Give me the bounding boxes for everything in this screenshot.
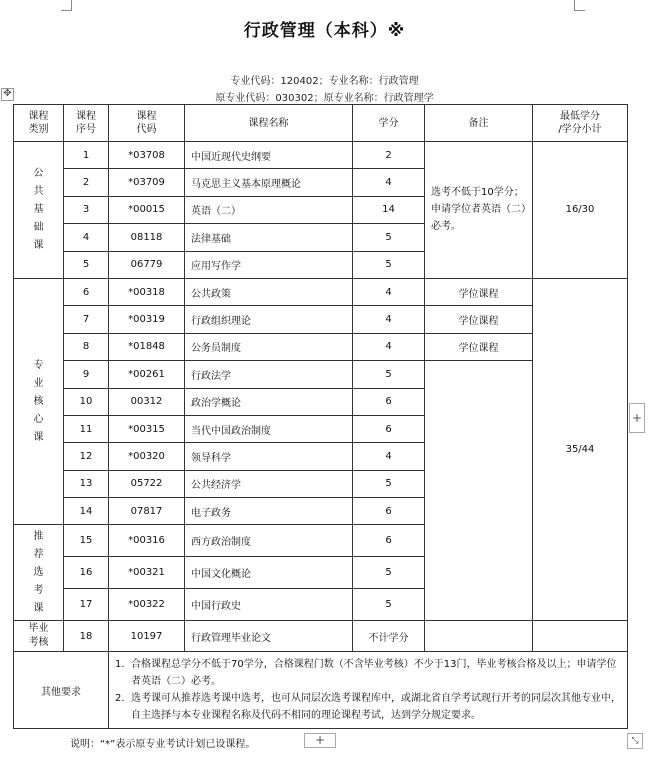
course-code: *00318: [109, 278, 185, 305]
course-code: *03709: [109, 169, 185, 196]
course-seq: 15: [64, 525, 109, 557]
course-credits: 6: [353, 388, 425, 415]
min-credits-core: 35/44: [533, 278, 628, 621]
course-seq: 1: [64, 142, 109, 169]
header-code: 课程 代码: [109, 105, 185, 142]
course-name: 公共经济学: [185, 470, 353, 497]
course-name: 行政组织理论: [185, 306, 353, 333]
course-code: *00015: [109, 196, 185, 223]
course-seq: 11: [64, 415, 109, 442]
requirement-item: 2. 选考课可从推荐选考课中选考，也可从同层次选考课程库中，或湖北省自学考试现行开考的同层次其他专业中，自主选择与本专业课程名称及代码不相同的理论课程考试，达到学分规定要求。: [115, 693, 621, 722]
course-name: 政治学概论: [185, 388, 353, 415]
document-title: 行政管理（本科）※: [243, 21, 406, 41]
course-code: *00319: [109, 306, 185, 333]
course-name: 电子政务: [185, 498, 353, 525]
course-code: *03708: [109, 142, 185, 169]
course-credits: 5: [353, 557, 425, 589]
course-code: 08118: [109, 224, 185, 251]
course-note-empty: [425, 361, 533, 621]
course-seq: 3: [64, 196, 109, 223]
add-column-button[interactable]: +: [629, 403, 645, 433]
thesis-note-empty: [425, 621, 533, 652]
course-code: *00261: [109, 361, 185, 388]
category-recommended: 推 荐 选 考 课: [14, 525, 64, 621]
course-name: 领导科学: [185, 443, 353, 470]
course-seq: 5: [64, 251, 109, 278]
course-seq: 9: [64, 361, 109, 388]
category-public-basic: 公 共 基 础 课: [14, 142, 64, 279]
course-name: 中国文化概论: [185, 557, 353, 589]
course-credits: 5: [353, 589, 425, 621]
course-credits: 不计学分: [353, 621, 425, 652]
requirement-item: 1. 合格课程总学分不低于70学分，合格课程门数（不含毕业考核）不少于13门，毕业考核合格及以上；申请学位者英语（二）必考。: [115, 659, 617, 688]
table-row: [14, 278, 628, 305]
course-code: 00312: [109, 388, 185, 415]
course-name: 行政法学: [185, 361, 353, 388]
course-credits: 4: [353, 306, 425, 333]
course-code: 06779: [109, 251, 185, 278]
course-seq: 2: [64, 169, 109, 196]
course-note: 学位课程: [425, 278, 533, 305]
table-row: [14, 142, 628, 169]
course-seq: 8: [64, 333, 109, 360]
add-row-button[interactable]: +: [304, 733, 336, 748]
course-name: 法律基础: [185, 224, 353, 251]
course-credits: 5: [353, 224, 425, 251]
course-credits: 4: [353, 443, 425, 470]
course-name: 行政管理毕业论文: [185, 621, 353, 652]
header-note: 备注: [425, 105, 533, 142]
header-category: 课程 类别: [14, 105, 64, 142]
course-seq: 16: [64, 557, 109, 589]
course-seq: 7: [64, 306, 109, 333]
course-name: 中国近现代史纲要: [185, 142, 353, 169]
major-code-line: 专业代码：120402；专业名称：行政管理: [230, 76, 419, 87]
table-header-row: [14, 105, 628, 142]
page-corner-mark-left: [61, 0, 72, 11]
course-code: *00322: [109, 589, 185, 621]
course-seq: 17: [64, 589, 109, 621]
course-code: 10197: [109, 621, 185, 652]
course-note: 学位课程: [425, 333, 533, 360]
course-name: 公共政策: [185, 278, 353, 305]
header-seq: 课程 序号: [64, 105, 109, 142]
course-seq: 12: [64, 443, 109, 470]
original-major-code-line: 原专业代码：030302；原专业名称：行政管理学: [215, 93, 434, 104]
course-seq: 18: [64, 621, 109, 652]
other-requirements-label: 其他要求: [14, 652, 109, 729]
page-corner-mark-right: [574, 0, 585, 11]
course-credits: 6: [353, 498, 425, 525]
course-seq: 14: [64, 498, 109, 525]
course-seq: 4: [64, 224, 109, 251]
table-row-other-requirements: [14, 652, 628, 729]
course-code: 05722: [109, 470, 185, 497]
course-seq: 13: [64, 470, 109, 497]
course-credits: 4: [353, 333, 425, 360]
course-code: *00316: [109, 525, 185, 557]
course-code: 07817: [109, 498, 185, 525]
course-name: 中国行政史: [185, 589, 353, 621]
category-graduation: 毕业 考核: [14, 621, 64, 652]
course-credits: 6: [353, 525, 425, 557]
course-plan-table: [13, 104, 628, 729]
course-credits: 5: [353, 251, 425, 278]
thesis-min-empty: [533, 621, 628, 652]
course-name: 应用写作学: [185, 251, 353, 278]
table-resize-handle-icon[interactable]: ⤡: [627, 733, 643, 749]
header-name: 课程名称: [185, 105, 353, 142]
course-name: 当代中国政治制度: [185, 415, 353, 442]
course-credits: 5: [353, 470, 425, 497]
min-credits-public-basic: 16/30: [533, 142, 628, 279]
course-name: 公务员制度: [185, 333, 353, 360]
course-name: 英语（二）: [185, 196, 353, 223]
course-code: *00321: [109, 557, 185, 589]
course-name: 马克思主义基本原理概论: [185, 169, 353, 196]
course-code: *01848: [109, 333, 185, 360]
course-credits: 14: [353, 196, 425, 223]
explanation-note: 说明：“*”表示原专业考试计划已设课程。: [70, 739, 256, 750]
course-credits: 4: [353, 278, 425, 305]
course-seq: 10: [64, 388, 109, 415]
header-credits: 学分: [353, 105, 425, 142]
course-name: 西方政治制度: [185, 525, 353, 557]
course-credits: 6: [353, 415, 425, 442]
table-move-handle-icon[interactable]: ✥: [1, 88, 14, 101]
category-core: 专 业 核 心 课: [14, 278, 64, 525]
other-requirements-content: [109, 652, 628, 729]
table-row-thesis: [14, 621, 628, 652]
group-note-public-basic: 选考不低于10学分；申请学位者英语（二）必考。: [425, 142, 533, 279]
course-credits: 2: [353, 142, 425, 169]
course-code: *00315: [109, 415, 185, 442]
course-credits: 4: [353, 169, 425, 196]
course-seq: 6: [64, 278, 109, 305]
course-credits: 5: [353, 361, 425, 388]
header-min-credits: 最低学分 /学分小计: [533, 105, 628, 142]
course-note: 学位课程: [425, 306, 533, 333]
course-code: *00320: [109, 443, 185, 470]
